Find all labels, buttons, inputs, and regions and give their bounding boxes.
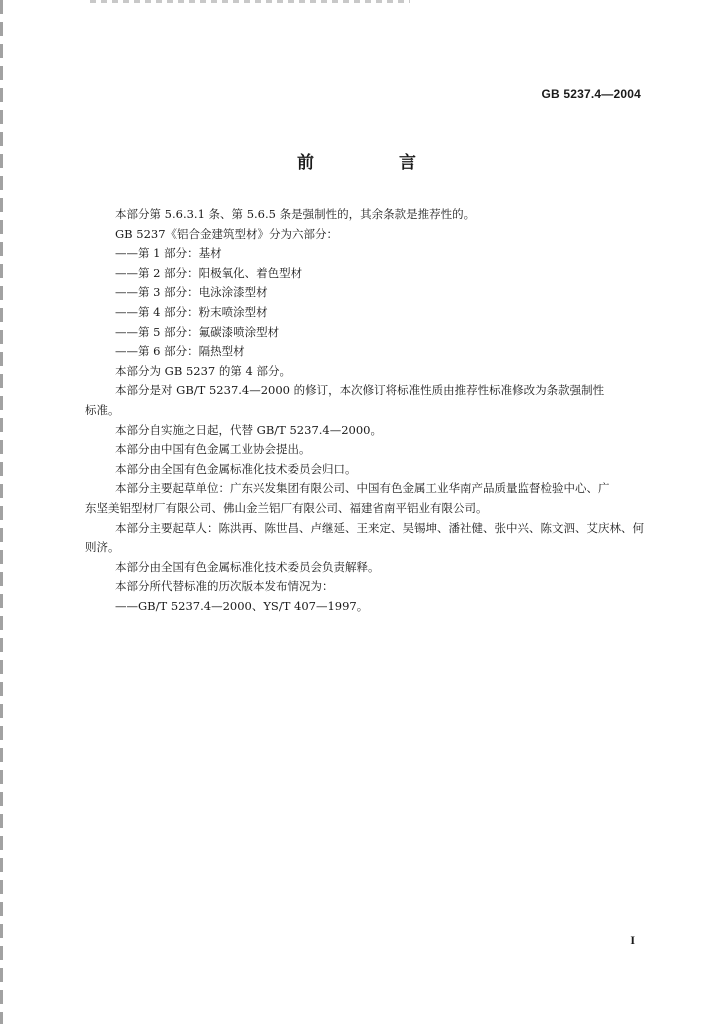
paragraph-this-part: 本部分为 GB 5237 的第 4 部分。: [115, 363, 291, 378]
paragraph-interpretation: 本部分由全国有色金属标准化技术委员会负责解释。: [115, 559, 380, 574]
list-item-part-5: ——第 5 部分：氟碳漆喷涂型材: [115, 324, 280, 339]
list-item-part-3: ——第 3 部分：电泳涂漆型材: [115, 285, 268, 300]
paragraph-proposed-by: 本部分由中国有色金属工业协会提出。: [115, 442, 311, 457]
paragraph-administered-by: 本部分由全国有色金属标准化技术委员会归口。: [115, 461, 357, 476]
list-item-part-4: ——第 4 部分：粉末喷涂型材: [115, 304, 268, 319]
paragraph-replaces: 本部分自实施之日起，代替 GB/T 5237.4—2000。: [115, 422, 382, 437]
list-item-part-2: ——第 2 部分：阳极氧化、着色型材: [115, 265, 303, 280]
paragraph-revision-cont: 标准。: [85, 402, 120, 417]
list-item-history: ——GB/T 5237.4—2000、YS/T 407—1997。: [115, 598, 369, 613]
paragraph-drafting-units: 本部分主要起草单位：广东兴发集团有限公司、中国有色金属工业华南产品质量监督检验中心、广: [115, 481, 610, 496]
standard-code: GB 5237.4—2004: [541, 87, 641, 101]
paragraph-drafters: 本部分主要起草人：陈洪再、陈世昌、卢继延、王来定、吴锡坤、潘社健、张中兴、陈文泗、艾庆林、何: [115, 520, 644, 535]
paragraph-drafting-units-cont: 东坚美铝型材厂有限公司、佛山金兰铝厂有限公司、福建省南平铝业有限公司。: [85, 500, 488, 515]
paragraph-history-intro: 本部分所代替标准的历次版本发布情况为：: [115, 579, 334, 594]
paragraph-drafters-cont: 则济。: [85, 540, 120, 555]
list-item-part-1: ——第 1 部分：基材: [115, 246, 222, 261]
foreword-body: [85, 205, 645, 616]
paragraph-mandatory-clauses: 本部分第 5.6.3.1 条、第 5.6.5 条是强制性的，其余条款是推荐性的。: [115, 207, 476, 221]
paragraph-parts-intro: GB 5237《铝合金建筑型材》分为六部分：: [115, 226, 339, 241]
paragraph-revision: 本部分是对 GB/T 5237.4—2000 的修订，本次修订将标准性质由推荐性标准修改为条款强制性: [115, 383, 605, 398]
scan-top-artifact: [90, 0, 410, 3]
list-item-part-6: ——第 6 部分：隔热型材: [115, 344, 245, 359]
page-number: I: [630, 933, 635, 947]
page-title: 前 言: [297, 153, 450, 173]
